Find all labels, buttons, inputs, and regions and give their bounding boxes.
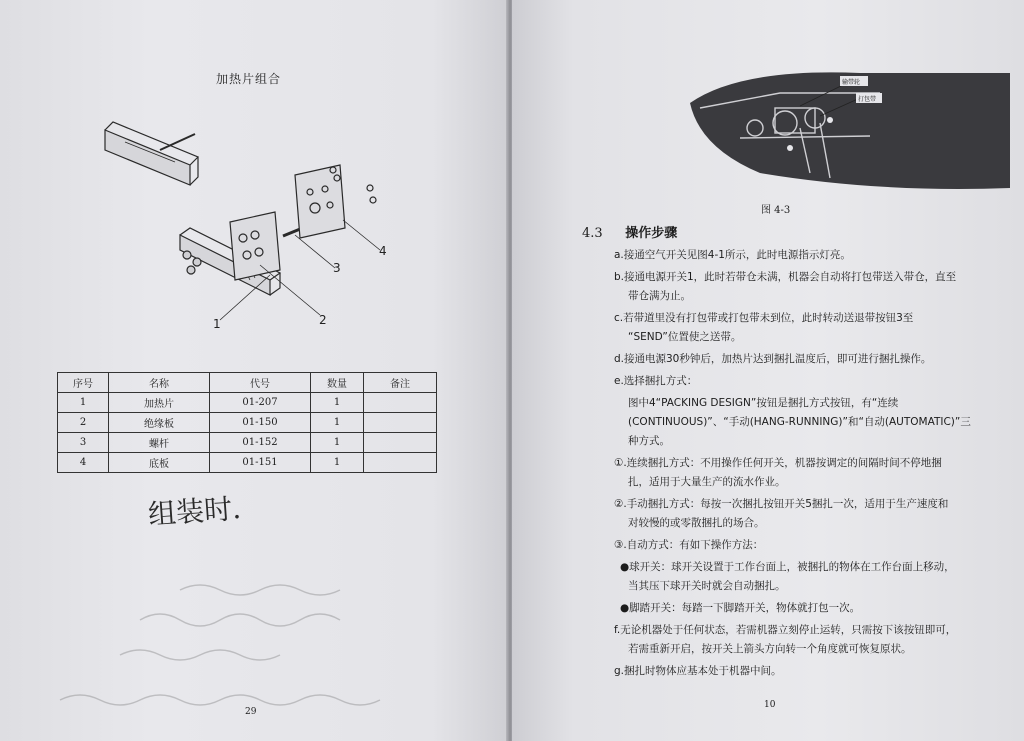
callout-1: 1 <box>213 317 221 331</box>
step-line: ①.连续捆扎方式：不用操作任何开关，机器按调定的间隔时间不停地捆 <box>614 457 942 469</box>
figure-label-strap: 打包带 <box>858 96 877 103</box>
left-page <box>0 0 508 741</box>
col-header: 序号 <box>58 373 109 393</box>
handwritten-note: 组装时. <box>147 491 243 532</box>
table-cell: 01-152 <box>210 433 311 453</box>
table-cell: 2 <box>58 413 109 433</box>
table-row <box>58 433 437 453</box>
section-title: 操作步骤 <box>625 226 678 241</box>
table-cell: 3 <box>58 433 109 453</box>
table-cell: 01-207 <box>210 393 311 413</box>
assembly-title: 加热片组合 <box>216 72 282 86</box>
show-through-scribbles <box>20 560 490 730</box>
table-row <box>58 453 437 473</box>
table-cell: 01-150 <box>210 413 311 433</box>
machine-figure <box>680 68 1024 208</box>
table-header-row <box>58 373 437 393</box>
table-cell: 1 <box>311 413 364 433</box>
table-cell: 底板 <box>109 453 210 473</box>
step-line: 图中4“PACKING DESIGN”按钮是捆扎方式按钮，有“连续 <box>628 397 899 409</box>
table-cell: 1 <box>58 393 109 413</box>
step-line: 当其压下球开关时就会自动捆扎。 <box>628 580 786 592</box>
table-cell: 4 <box>58 453 109 473</box>
table-cell: 1 <box>311 393 364 413</box>
callout-4: 4 <box>379 244 387 258</box>
table-cell <box>364 453 437 473</box>
step-line: e.选择捆扎方式： <box>614 375 698 387</box>
step-line: (CONTINUOUS)”、“手动(HANG-RUNNING)”和“自动(AUTOMATIC)”三 <box>628 416 971 428</box>
step-line: b.接通电源开关1，此时若带仓未满，机器会自动将打包带送入带仓，直至 <box>614 271 957 283</box>
step-line: g.捆扎时物体应基本处于机器中间。 <box>614 665 782 677</box>
table-row <box>58 413 437 433</box>
table-cell: 加热片 <box>109 393 210 413</box>
page-number: 10 <box>764 700 776 710</box>
callout-3: 3 <box>333 261 341 275</box>
figure-label-belt-wheel: 输带轮 <box>842 79 861 86</box>
col-header: 数量 <box>311 373 364 393</box>
step-line: 带仓满为止。 <box>628 290 691 302</box>
section-number: 4.3 <box>582 226 603 241</box>
table-cell: 1 <box>311 453 364 473</box>
heating-plate-exploded-drawing <box>95 110 415 340</box>
step-line: 种方式。 <box>628 435 670 447</box>
table-cell <box>364 413 437 433</box>
step-line: 扎，适用于大量生产的流水作业。 <box>628 476 786 488</box>
step-line: c.若带道里没有打包带或打包带未到位，此时转动送退带按钮3至 <box>614 312 914 324</box>
step-line: a.接通空气开关见图4-1所示，此时电源指示灯亮。 <box>614 249 851 261</box>
step-line: ②.手动捆扎方式：每按一次捆扎按钮开关5捆扎一次，适用于生产速度和 <box>614 498 949 510</box>
table-row <box>58 393 437 413</box>
step-line: d.接通电源30秒钟后，加热片达到捆扎温度后，即可进行捆扎操作。 <box>614 353 932 365</box>
table-cell: 01-151 <box>210 453 311 473</box>
step-line: 若需重新开启，按开关上箭头方向转一个角度就可恢复原状。 <box>628 643 912 655</box>
step-line: “SEND”位置使之送带。 <box>628 331 742 343</box>
parts-table <box>57 372 437 473</box>
table-cell: 1 <box>311 433 364 453</box>
step-line: 对较慢的或零散捆扎的场合。 <box>628 517 765 529</box>
section-heading <box>582 222 677 241</box>
step-line: f.无论机器处于任何状态，若需机器立刻停止运转，只需按下该按钮即可， <box>614 624 957 636</box>
table-cell: 绝缘板 <box>109 413 210 433</box>
col-header: 备注 <box>364 373 437 393</box>
col-header: 名称 <box>109 373 210 393</box>
table-cell: 螺杆 <box>109 433 210 453</box>
callout-2: 2 <box>319 313 327 327</box>
right-page <box>512 0 1024 741</box>
col-header: 代号 <box>210 373 311 393</box>
step-line: ●球开关：球开关设置于工作台面上，被捆扎的物体在工作台面上移动， <box>620 561 955 573</box>
page-number: 29 <box>245 707 257 717</box>
step-line: ●脚踏开关：每踏一下脚踏开关，物体就打包一次。 <box>620 602 861 614</box>
figure-caption: 图 4-3 <box>761 205 791 216</box>
table-cell <box>364 433 437 453</box>
table-cell <box>364 393 437 413</box>
step-line: ③.自动方式：有如下操作方法： <box>614 539 764 551</box>
